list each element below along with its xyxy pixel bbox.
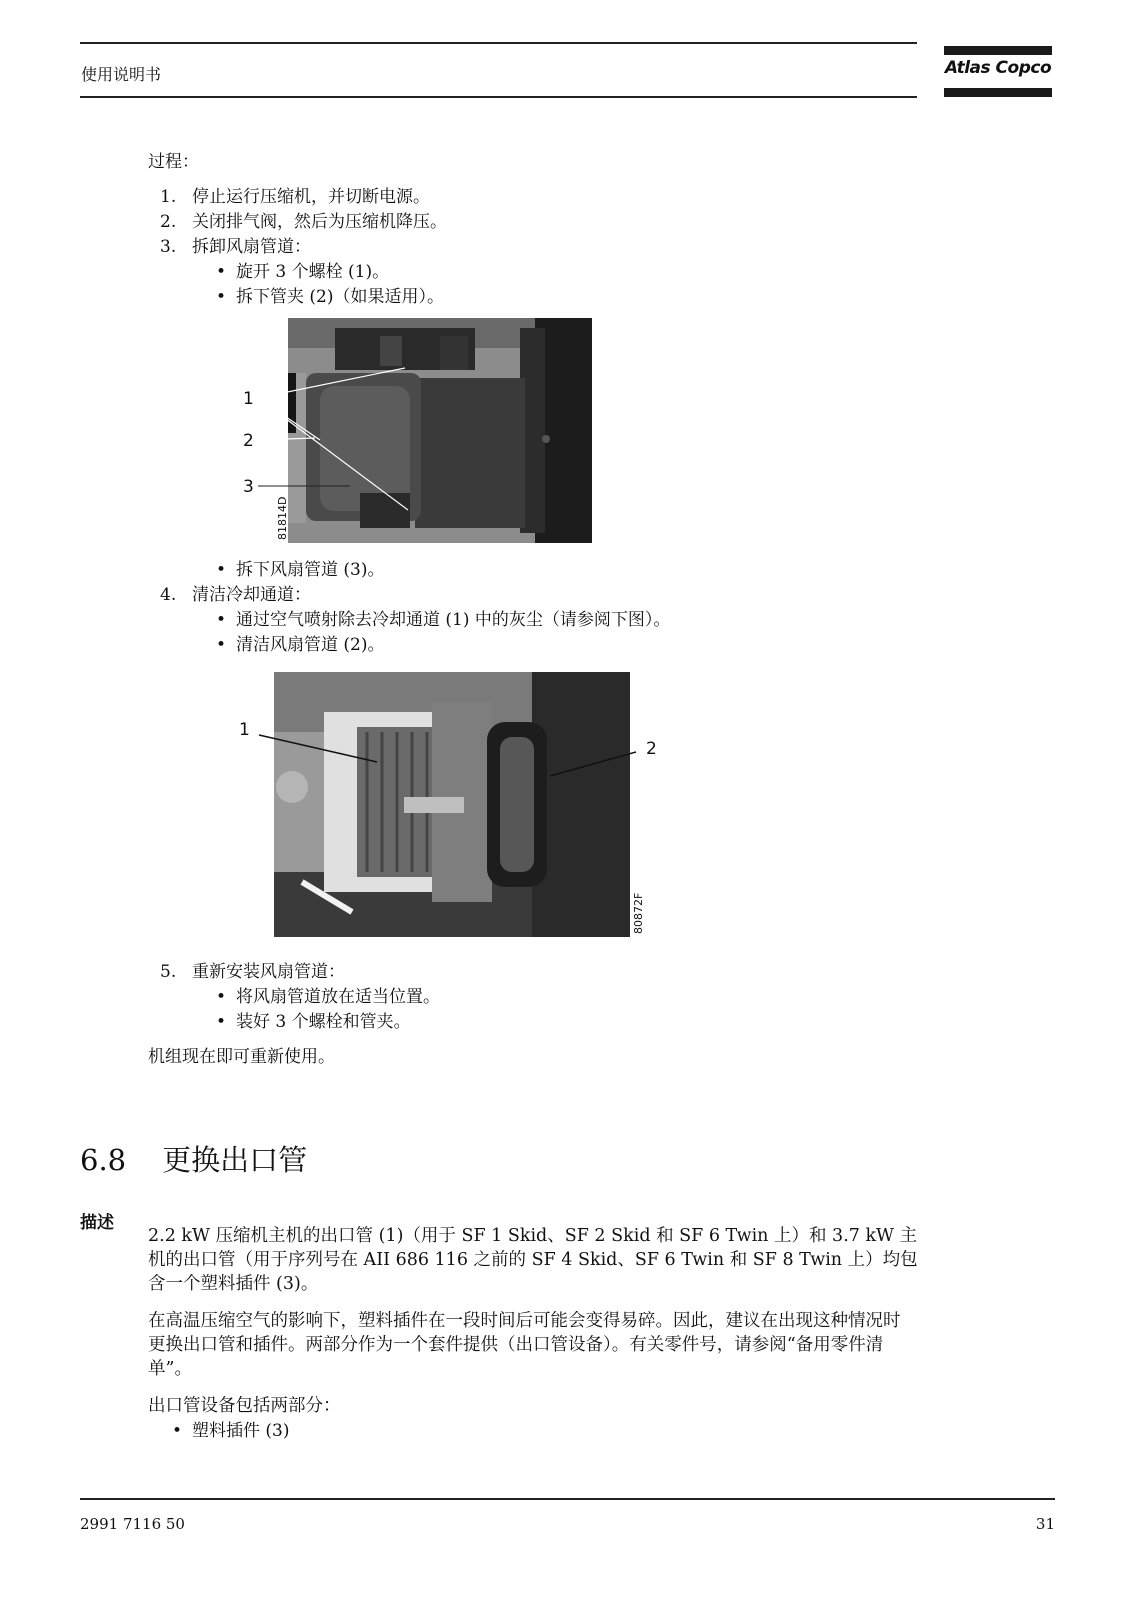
subheading: 描述 [80, 1213, 114, 1233]
fan-duct-figure [240, 318, 592, 543]
paragraph-line: 单”。 [148, 1359, 192, 1379]
callout-2: 2 [243, 431, 254, 451]
fan-duct-inner [500, 737, 534, 872]
step-number: 5. [160, 962, 177, 982]
bracket-bolt [440, 336, 468, 370]
bullet-marker: • [216, 287, 227, 307]
motor-bolt [542, 435, 550, 443]
bullet-marker: • [172, 1421, 183, 1441]
step-number: 1. [160, 187, 177, 207]
step-text: 关闭排气阀，然后为压缩机降压。 [192, 212, 447, 232]
paragraph: 出口管设备包括两部分： [148, 1396, 341, 1416]
page-number: 31 [1035, 1515, 1055, 1533]
bullet-marker: • [216, 987, 227, 1007]
paragraph-line: 更换出口管和插件。两部分作为一个套件提供（出口管设备）。有关零件号，请参阅“备用零件清 [148, 1335, 884, 1355]
step-number: 3. [160, 237, 177, 257]
fan-duct-face [320, 386, 410, 511]
figure-id: 80872F [632, 892, 645, 934]
bullet-text: 清洁风扇管道 (2)。 [236, 635, 385, 655]
section-number: 6.8 [80, 1143, 127, 1177]
kit-item: 塑料插件 (3) [192, 1421, 290, 1441]
header-rule-top [80, 42, 917, 44]
closing-text: 机组现在即可重新使用。 [148, 1047, 335, 1067]
bullet-text: 装好 3 个螺栓和管夹。 [236, 1012, 411, 1032]
logo-bar-top [944, 46, 1052, 55]
logo-bar-bottom [944, 88, 1052, 97]
footer-rule [80, 1498, 1055, 1500]
cooling-channel-photo [232, 672, 664, 937]
document-title: 使用说明书 [81, 65, 162, 84]
step-text: 清洁冷却通道： [192, 585, 311, 605]
step-number: 4. [160, 585, 177, 605]
bullet-marker: • [216, 635, 227, 655]
bullet-marker: • [216, 560, 227, 580]
bullet-text: 旋开 3 个螺栓 (1)。 [236, 262, 390, 282]
paragraph-line: 机的出口管（用于序列号在 AII 686 116 之前的 SF 4 Skid、SF 6 Twin 和 SF 8 Twin 上）均包 [148, 1250, 918, 1270]
procedure-intro: 过程： [148, 152, 199, 172]
step-text: 重新安装风扇管道： [192, 962, 345, 982]
lower-bracket [360, 493, 410, 528]
paragraph-line: 2.2 kW 压缩机主机的出口管 (1)（用于 SF 1 Skid、SF 2 Skid 和 SF 6 Twin 上）和 3.7 kW 主 [148, 1226, 918, 1246]
shaft [404, 797, 464, 813]
paragraph-line: 含一个塑料插件 (3)。 [148, 1274, 319, 1294]
callout-1: 1 [243, 389, 254, 409]
bullet-text: 通过空气喷射除去冷却通道 (1) 中的灰尘（请参阅下图）。 [236, 610, 671, 630]
header-rule-bottom [80, 96, 917, 98]
bracket-bolt [380, 336, 402, 366]
step-text: 拆卸风扇管道： [192, 237, 311, 257]
bullet-text: 拆下风扇管道 (3)。 [236, 560, 385, 580]
step-text: 停止运行压缩机，并切断电源。 [192, 187, 430, 207]
bullet-text: 将风扇管道放在适当位置。 [236, 987, 440, 1007]
paragraph-line: 在高温压缩空气的影响下，塑料插件在一段时间后可能会变得易碎。因此，建议在出现这种情况时 [148, 1311, 901, 1331]
callout-2: 2 [646, 739, 657, 759]
callout-1: 1 [239, 720, 250, 740]
bullet-marker: • [216, 610, 227, 630]
section-title: 更换出口管 [162, 1143, 308, 1177]
document-number: 2991 7116 50 [80, 1515, 185, 1533]
logo-text: Atlas Copco [944, 58, 1052, 78]
figure-id: 81814D [276, 496, 289, 540]
section-heading [80, 1138, 307, 1179]
bullet-marker: • [216, 262, 227, 282]
bullet-marker: • [216, 1012, 227, 1032]
valve-fitting [276, 771, 308, 803]
callout-3: 3 [243, 477, 254, 497]
bullet-text: 拆下管夹 (2)（如果适用）。 [236, 287, 444, 307]
step-number: 2. [160, 212, 177, 232]
motor-body [415, 378, 525, 528]
